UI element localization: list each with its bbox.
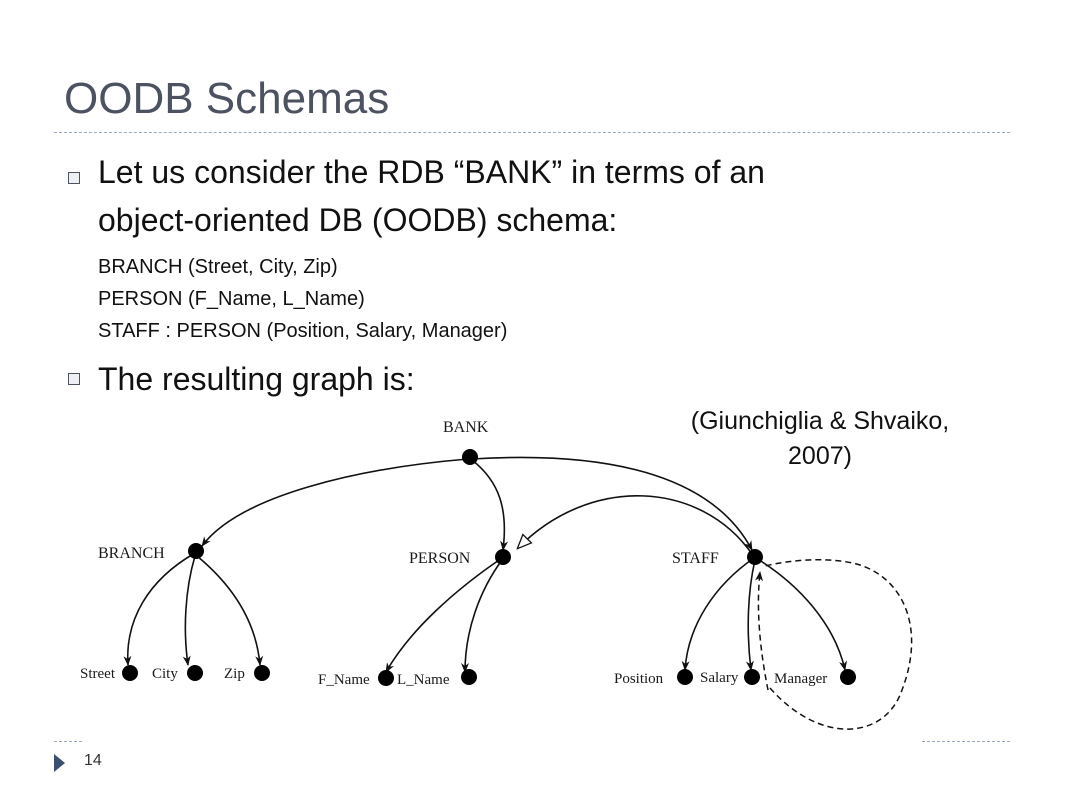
- node-zip: [254, 665, 270, 681]
- edge-staff-manager: [756, 558, 845, 670]
- node-manager: [840, 669, 856, 685]
- bullet-text-line: Let us consider the RDB “BANK” in terms of an: [98, 154, 765, 190]
- edge-staff-salary: [748, 560, 755, 670]
- edge-person-fname: [386, 558, 502, 672]
- node-branch: [188, 543, 204, 559]
- edge-manager-staff-reference: [765, 560, 912, 729]
- page-number: 14: [84, 752, 102, 769]
- node-label-fname: F_Name: [318, 672, 370, 688]
- node-label-bank: BANK: [443, 419, 489, 436]
- citation-line: 2007): [788, 442, 852, 470]
- node-label-city: City: [152, 666, 178, 682]
- node-label-branch: BRANCH: [98, 545, 165, 562]
- node-position: [677, 669, 693, 685]
- edge-manager-staff-dashed: [758, 572, 768, 690]
- schema-line: BRANCH (Street, City, Zip): [98, 256, 338, 278]
- footer-divider: [54, 741, 82, 742]
- node-label-manager: Manager: [774, 671, 828, 687]
- node-label-lname: L_Name: [397, 672, 450, 688]
- edge-bank-branch: [202, 459, 468, 546]
- node-label-position: Position: [614, 671, 664, 687]
- edge-bank-person: [472, 460, 504, 550]
- edge-staff-position: [685, 558, 754, 670]
- edge-branch-street: [128, 553, 195, 665]
- node-street: [122, 665, 138, 681]
- node-label-salary: Salary: [700, 670, 739, 686]
- edge-branch-zip: [197, 556, 260, 665]
- edge-staff-person-isa: [518, 496, 752, 554]
- node-label-zip: Zip: [224, 666, 245, 682]
- node-label-person: PERSON: [409, 550, 471, 567]
- node-person: [495, 549, 511, 565]
- footer-divider: [922, 741, 1010, 742]
- schema-line: PERSON (F_Name, L_Name): [98, 288, 365, 310]
- node-salary: [744, 669, 760, 685]
- edge-branch-city: [185, 556, 195, 665]
- node-bank: [462, 449, 478, 465]
- node-lname: [461, 669, 477, 685]
- node-label-street: Street: [80, 666, 115, 682]
- node-fname: [378, 670, 394, 686]
- citation-line: (Giunchiglia & Shvaiko,: [690, 407, 950, 435]
- edge-bank-staff: [472, 457, 752, 550]
- bullet-text-line: The resulting graph is:: [98, 361, 415, 397]
- slide-marker-icon: [54, 754, 65, 772]
- bullet-text-line: object-oriented DB (OODB) schema:: [98, 202, 618, 238]
- slide-title: OODB Schemas: [64, 74, 390, 123]
- node-staff: [747, 549, 763, 565]
- schema-line: STAFF : PERSON (Position, Salary, Manager): [98, 320, 508, 342]
- edge-person-lname: [465, 560, 502, 672]
- node-label-staff: STAFF: [672, 550, 719, 567]
- node-city: [187, 665, 203, 681]
